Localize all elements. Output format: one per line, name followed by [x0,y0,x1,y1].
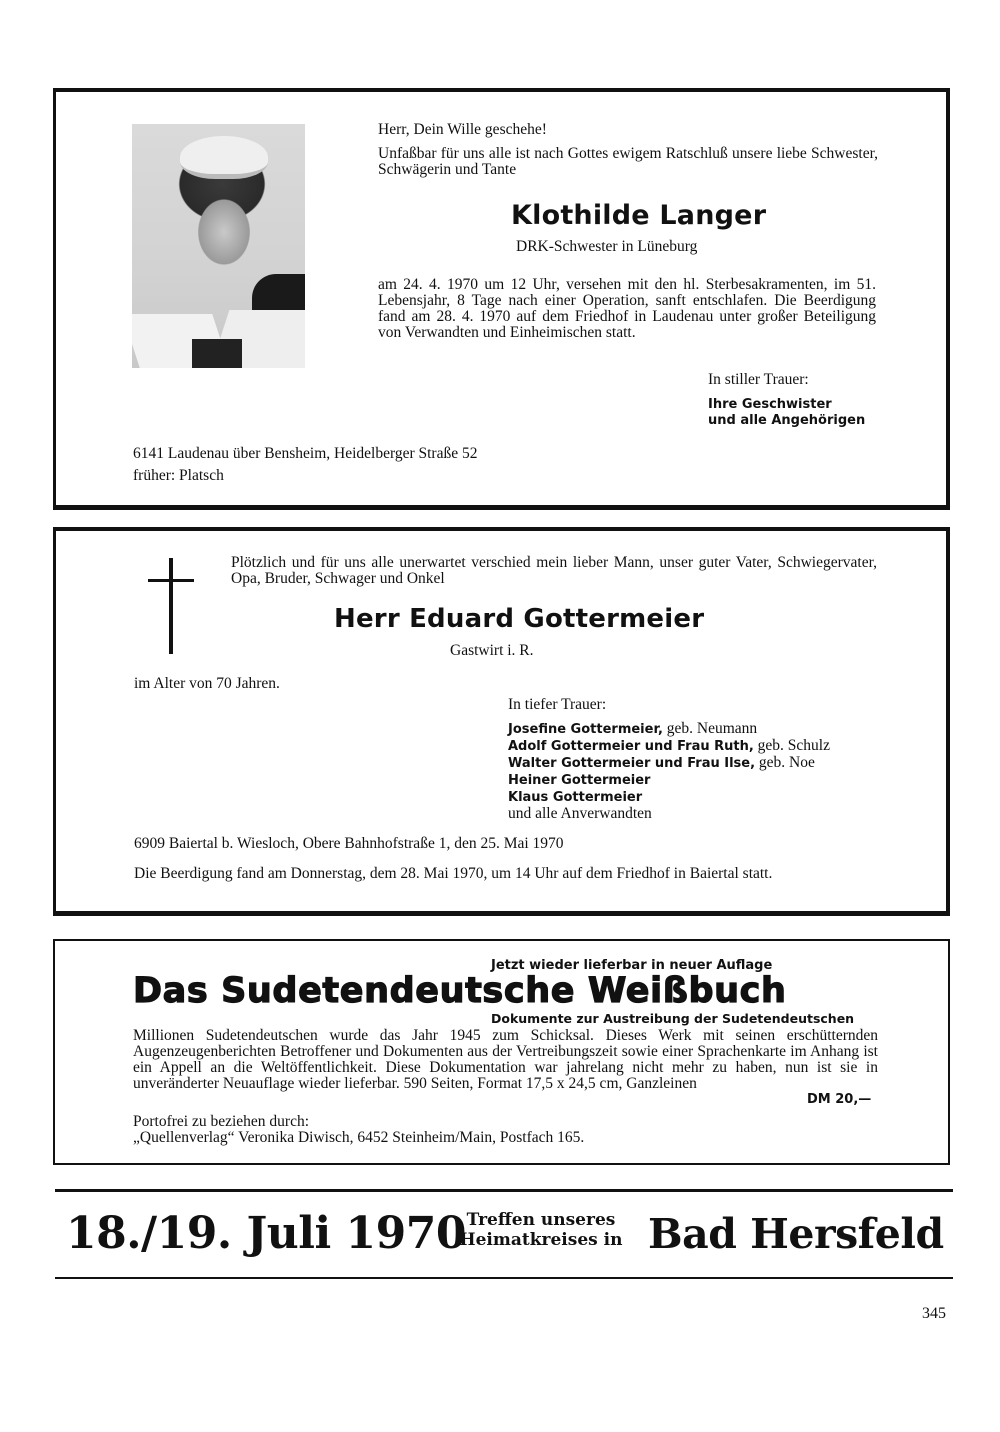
deceased-name: Klothilde Langer [511,200,767,231]
portrait-photo [132,124,305,368]
ad-subtitle: Dokumente zur Austreibung der Sudetendeutschen [491,1011,855,1026]
banner-top-rule [55,1189,953,1192]
mourner-list [508,721,830,823]
address: 6909 Baiertal b. Wiesloch, Obere Bahnhofstraße 1, den 25. Mai 1970 [134,835,564,852]
address: 6141 Laudenau über Bensheim, Heidelberger Straße 52 [133,445,478,462]
page-number: 345 [922,1305,946,1322]
ad-kicker: Jetzt wieder lieferbar in neuer Auflage [491,958,773,973]
deceased-name: Herr Eduard Gottermeier [334,604,705,634]
mourning-label: In stiller Trauer: [708,371,809,388]
banner-date: 18./19. Juli 1970 [66,1208,467,1259]
banner-bottom-rule [55,1277,953,1279]
ad-publisher: „Quellenverlag“ Veronika Diwisch, 6452 Steinheim/Main, Postfach 165. [133,1129,585,1146]
former-residence: früher: Platsch [133,467,224,484]
mourner-line: Josefine Gottermeier, geb. Neumann [508,720,758,737]
obituary-eduard-gottermeier [53,527,950,916]
cross-icon [169,558,173,654]
ad-price: DM 20,— [807,1092,872,1107]
deceased-role: Gastwirt i. R. [450,642,534,659]
funeral-details: Die Beerdigung fand am Donnerstag, dem 28. Mai 1970, um 14 Uhr auf dem Friedhof in Baiertal statt. [134,865,773,882]
age-line: im Alter von 70 Jahren. [134,675,280,692]
book-advertisement [53,939,950,1165]
mourner-line: Heiner Gottermeier [508,773,651,788]
ad-description: Millionen Sudetendeutschen wurde das Jahr 1945 zum Schicksal. Dieses Werk mit seinen erschütternden Augenzeugenberichten Betroffener und Dokumenten aus der Vertreibungszeit sowie einer Sprachenkarte im Anhang ist ein Appell an die Weltöffentlichkeit. Diese Dokumentation war jahrelang nicht mehr zu haben, nun ist sie in unveränderter Neuauflage wieder lieferbar. 590 Seiten, Format 17,5 x 24,5 cm, Ganzleinen [133,1027,878,1092]
obituary-klothilde-langer [53,88,950,510]
mourner-line: Walter Gottermeier und Frau Ilse, geb. Noe [508,754,815,771]
mourner-line: und alle Anverwandten [508,805,652,822]
cross-icon-bar [148,579,194,582]
ad-shipping-label: Portofrei zu beziehen durch: [133,1113,310,1130]
banner-place: Bad Hersfeld [648,1210,944,1258]
mourner-line: und alle Angehörigen [708,413,866,428]
mourner-line: Klaus Gottermeier [508,790,643,805]
death-details: am 24. 4. 1970 um 12 Uhr, versehen mit den hl. Sterbesakramenten, im 51. Lebensjahr, 8 Tage nach einer Operation, sanft entschlafen. Die Beerdigung fand am 28. 4. 1970 auf dem Friedhof in Laudenau unter großer Beteiligung von Verwandten und Einheimischen statt. [378,276,876,341]
banner-middle-line: Treffen unseres [466,1210,616,1230]
intro-text: Plötzlich und für uns alle unerwartet verschied mein lieber Mann, unser guter Vater, Schwiegervater, Opa, Bruder, Schwager und Onkel [231,554,877,587]
intro-text: Unfaßbar für uns alle ist nach Gottes ewigem Ratschluß unsere liebe Schwester, Schwägerin und Tante [378,145,878,178]
mourner-line: Ihre Geschwister [708,397,832,412]
mourner-line: Adolf Gottermeier und Frau Ruth, geb. Schulz [508,737,830,754]
banner-middle [456,1210,626,1250]
deceased-role: DRK-Schwester in Lüneburg [516,238,698,255]
ad-title: Das Sudetendeutsche Weißbuch [133,971,787,1011]
mourning-label: In tiefer Trauer: [508,696,607,713]
banner-middle-line: Heimatkreises in [459,1230,623,1250]
opening-line: Herr, Dein Wille geschehe! [378,121,547,138]
